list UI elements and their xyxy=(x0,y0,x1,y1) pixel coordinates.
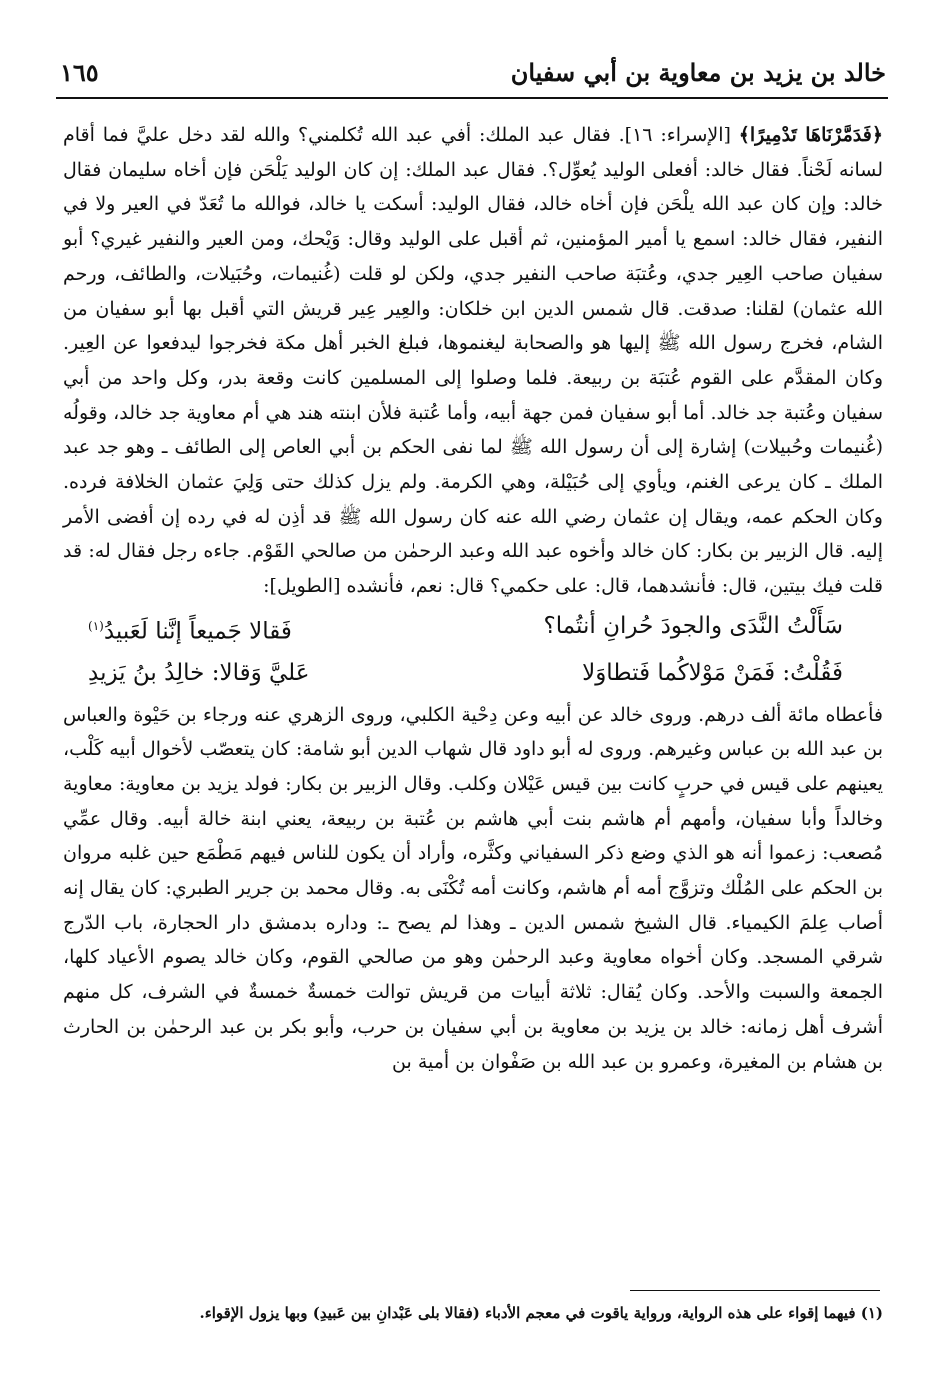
page-header xyxy=(60,58,886,87)
hemistich-first: سَأَلْتُ النَّدَى والجودَ حُرانِ أنتُما؟ xyxy=(543,612,843,639)
quran-quote: ﴿فَدَمَّرْنَاهَا تَدْمِيرًا﴾ xyxy=(738,124,883,146)
footnote-rule xyxy=(630,1290,880,1291)
header-rule xyxy=(56,97,888,99)
footnote: (١) فيهما إقواء على هذه الرواية، ورواية ياقوت في معجم الأدباء (فقالا بلى عَبْدانِ بين عَبيدِ) وبها يزول الإقواء. xyxy=(199,1304,883,1322)
poem-verse xyxy=(63,606,883,653)
hemistich-first: فَقُلْتُ: فَمَنْ مَوْلاكُما فَتطاوَلا xyxy=(582,659,843,686)
running-title: خالد بن يزيد بن معاوية بن أبي سفيان xyxy=(510,58,886,87)
paragraph xyxy=(63,118,883,604)
hemistich-second: عَليَّ وَقالا: خالِدُ بنُ يَزيدِ xyxy=(88,659,310,686)
poem xyxy=(63,606,883,694)
footnote-marker: (١) xyxy=(88,618,104,633)
paragraph-text: [الإسراء: ١٦]. فقال عبد الملك: أفي عبد الله تُكلمني؟ والله لقد دخل عليَّ فما أقام لسانه لَحْناً. فقال خالد: أفعلى الوليد يُعوِّل؟. فقال عبد الملك: إن كان الوليد يَلْحَن فإن أخاه سليمان فقال خالد: وإن كان عبد الله يلْحَن فإن أخاه خالد، فقال الوليد: أسكت يا خالد، فوالله ما تُعَدّ في العير ولا في النفير، فقال خالد: اسمع يا أمير المؤمنين، ثم أقبل على الوليد وقال: وَيْحك، ومن العير والنفير غيري؟ أبو سفيان صاحب العِير جدي، وعُتبَة صاحب النفير جدي، ولكن لو قلت (غُنيمات، وحُبَيلات، والطائف، ورحم الله عثمان) لقلنا: صدقت. قال شمس الدين ابن خلكان: والعِير عِير قريش التي أقبل بها أبو سفيان من الشام، فخرج رسول الله ﷺ إليها هو والصحابة ليغنموها، فبلغ الخبر أهل مكة فخرجوا ليدفعوا عن العِير. وكان المقدَّم على القوم عُتبَة بن ربيعة. فلما وصلوا إلى المسلمين كانت وقعة بدر، وكل واحد من أبي سفيان وعُتبة جد خالد. أما أبو سفيان فمن جهة أبيه، وأما عُتبة فلأن ابنته هند هي أم معاوية جد خالد، وقولُه (غُنيمات وحُبيلات) إشارة إلى أن رسول الله ﷺ لما نفى الحكم بن أبي العاص إلى الطائف ـ وهو جد عبد الملك ـ كان يرعى الغنم، ويأوي إلى حُبَيْلة، وهي الكرمة. ولم يزل كذلك حتى وَلِيَ عثمان الخلافة فرده. وكان الحكم عمه، ويقال إن عثمان رضي الله عنه كان رسول الله ﷺ قد أذِن له في رده إن أفضى الأمر إليه. قال الزبير بن بكار: كان خالد وأخوه عبد الله وعبد الرحمٰن من صالحي القَوْم. جاءه رجل فقال له: قد قلت فيك بيتين، قال: فأنشدهما، قال: على حكمي؟ قال: نعم، فأنشده [الطويل]: xyxy=(63,124,883,598)
paragraph: فأعطاه مائة ألف درهم. وروى خالد عن أبيه وعن دِحْية الكلبي، وروى الزهري عنه ورجاء بن حَيْوة والعباس بن عبد الله بن عباس وغيرهم. وروى له أبو داود قال شهاب الدين أبو شامة: كان يتعصّب لأخوال أبيه كَلْب، يعينهم على قيس في حربٍ كانت بين قيس عَيْلان وكلب. وقال الزبير بن بكار: فولد يزيد بن معاوية: معاوية وخالداً وأبا سفيان، وأمهم أم هاشم بنت أبي هاشم بن عُتبة بن ربيعة، يعني ابنة خالة أبيه. وقال عمِّي مُصعب: زعموا أنه هو الذي وضع ذكر السفياني وكثَّره، وأراد أن يكون للناس فيهم مَطْمَع حين غلبه مروان بن الحكم على المُلْك وتزوَّج أمه أم هاشم، وكانت أمه تُكْنَى به. وقال محمد بن جرير الطبري: كان يقال إنه أصاب عِلمَ الكيمياء. قال الشيخ شمس الدين ـ وهذا لم يصح ـ: وداره بدمشق دار الحجارة، باب الدّرج شرقي المسجد. وكان أخواه معاوية وعبد الرحمٰن وهو من صالحي القوم، وكان خالد يصوم الأعياد كلها، الجمعة والسبت والأحد. وكان يُقال: ثلاثة أبيات من قريش توالت خمسةٌ خمسةٌ في الشرف، كل منهم أشرف أهل زمانه: خالد بن يزيد بن معاوية بن أبي سفيان بن حرب، وأبو بكر بن عبد الرحمٰن بن الحارث بن هشام بن المغيرة، وعمرو بن عبد الله بن صَفْوان بن أمية بن xyxy=(63,703,883,1073)
hemistich-second: فَقالا جَميعاً إنَّنا لَعَبيدُ$^{(١)}$ xyxy=(88,618,292,645)
page-number: ١٦٥ xyxy=(60,58,99,87)
main-text xyxy=(63,118,883,1079)
poem-verse xyxy=(63,653,883,694)
